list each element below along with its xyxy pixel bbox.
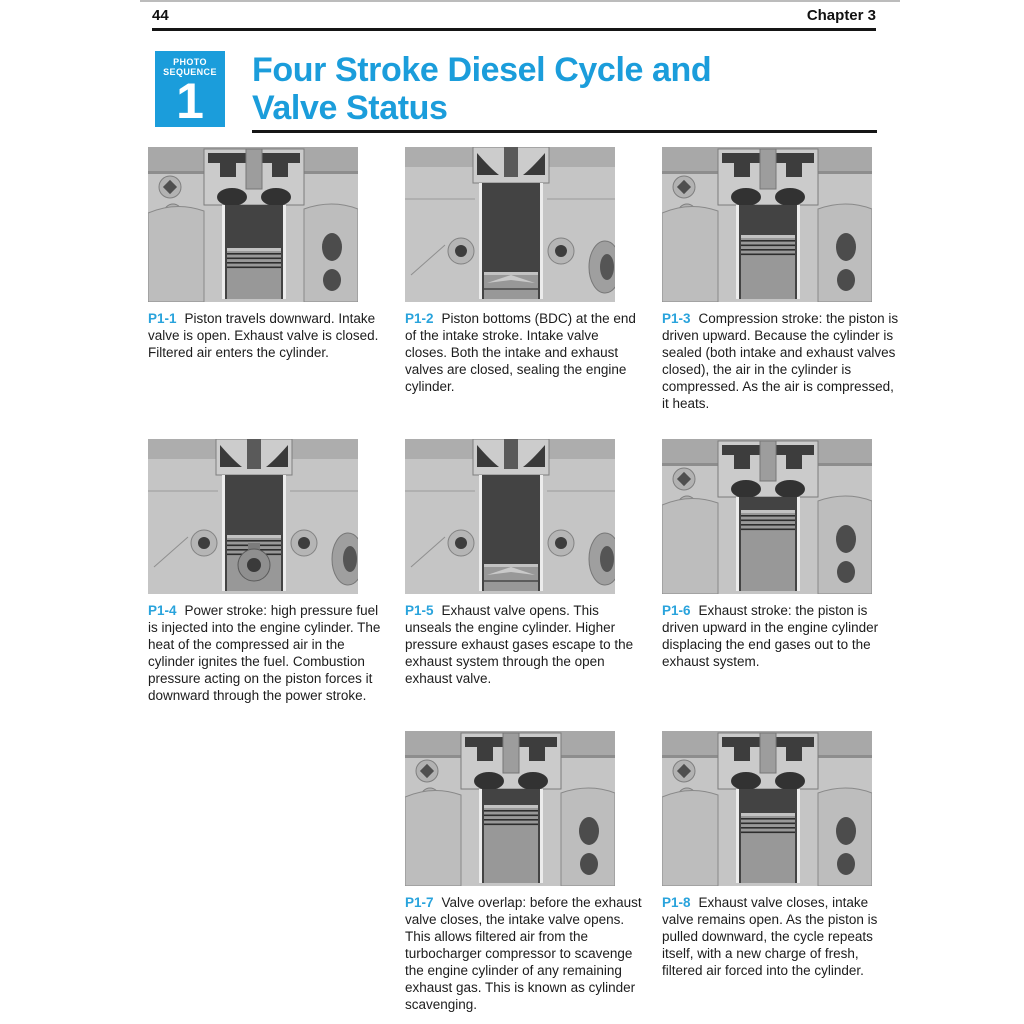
photo-caption-id: P1-3 — [662, 311, 691, 326]
page-number: 44 — [152, 7, 169, 24]
photo-caption — [662, 894, 900, 979]
photo-caption-id: P1-1 — [148, 311, 177, 326]
photo-caption-id: P1-2 — [405, 311, 434, 326]
photo-caption-id: P1-7 — [405, 895, 434, 910]
badge-kicker-line2: SEQUENCE — [163, 67, 217, 77]
page-header — [152, 0, 876, 24]
photo-panel — [662, 731, 900, 1023]
photo-sequence-badge — [155, 51, 225, 127]
page-title — [252, 51, 1024, 127]
photo-caption — [405, 310, 643, 395]
photo-panel — [148, 147, 386, 439]
engine-cutaway-photo — [148, 439, 358, 594]
photo-panel — [148, 439, 386, 731]
page-title-line1: Four Stroke Diesel Cycle and — [252, 51, 712, 89]
photo-caption-text: Piston travels downward. Intake valve is open. Exhaust valve is closed. Filtered air enters the cylinder. — [148, 311, 379, 360]
engine-cutaway-photo — [405, 439, 615, 594]
photo-panel — [662, 147, 900, 439]
engine-cutaway-photo — [662, 147, 872, 302]
title-rule — [252, 130, 877, 133]
photo-caption-id: P1-6 — [662, 603, 691, 618]
photo-caption-id: P1-5 — [405, 603, 434, 618]
photo-grid — [148, 147, 900, 1023]
top-rule — [140, 0, 900, 2]
photo-caption — [405, 602, 643, 687]
badge-kicker-line1: PHOTO — [173, 57, 207, 67]
photo-caption-text: Compression stroke: the piston is driven upward. Because the cylinder is sealed (both intake and exhaust valves closed), the air in the cylinder is compressed. As the air is compressed, it heats. — [662, 311, 899, 411]
chapter-label: Chapter 3 — [806, 7, 876, 24]
header-rule — [152, 28, 876, 31]
photo-caption-text: Piston bottoms (BDC) at the end of the intake stroke. Intake valve closes. Both the intake and exhaust valves are closed, sealing the engine cylinder. — [405, 311, 636, 394]
photo-caption — [148, 310, 386, 361]
photo-caption-text: Power stroke: high pressure fuel is injected into the engine cylinder. The heat of the compressed air in the cylinder ignites the fuel. Combustion pressure acting on the piston forces it downward through the power stroke. — [148, 603, 381, 703]
engine-cutaway-photo — [405, 731, 615, 886]
page-title-line2: Valve Status — [252, 89, 448, 127]
photo-caption — [405, 894, 643, 1013]
badge-number: 1 — [176, 73, 204, 129]
engine-cutaway-photo — [662, 439, 872, 594]
photo-caption-id: P1-8 — [662, 895, 691, 910]
photo-caption — [662, 310, 900, 412]
engine-cutaway-photo — [148, 147, 358, 302]
photo-panel — [662, 439, 900, 731]
title-block — [155, 51, 1024, 133]
engine-cutaway-photo — [662, 731, 872, 886]
engine-cutaway-photo — [405, 147, 615, 302]
photo-caption-text: Exhaust valve closes, intake valve remains open. As the piston is pulled downward, the cycle repeats itself, with a new charge of fresh, filtered air forced into the cylinder. — [662, 895, 878, 978]
photo-panel — [405, 731, 643, 1023]
photo-caption-text: Valve overlap: before the exhaust valve closes, the intake valve opens. This allows filtered air from the turbocharger compressor to scavenge the engine cylinder of any remaining exhaust gas. This is known as cylinder scavenging. — [405, 895, 642, 1012]
photo-caption — [662, 602, 900, 670]
photo-panel — [405, 439, 643, 731]
title-wrap — [252, 51, 1024, 133]
photo-caption-text: Exhaust valve opens. This unseals the engine cylinder. Higher pressure exhaust gases escape to the exhaust system through the open exhaust valve. — [405, 603, 634, 686]
photo-panel — [405, 147, 643, 439]
photo-caption-id: P1-4 — [148, 603, 177, 618]
photo-caption-text: Exhaust stroke: the piston is driven upward in the engine cylinder displacing the end gases out to the exhaust system. — [662, 603, 879, 669]
photo-caption — [148, 602, 386, 704]
